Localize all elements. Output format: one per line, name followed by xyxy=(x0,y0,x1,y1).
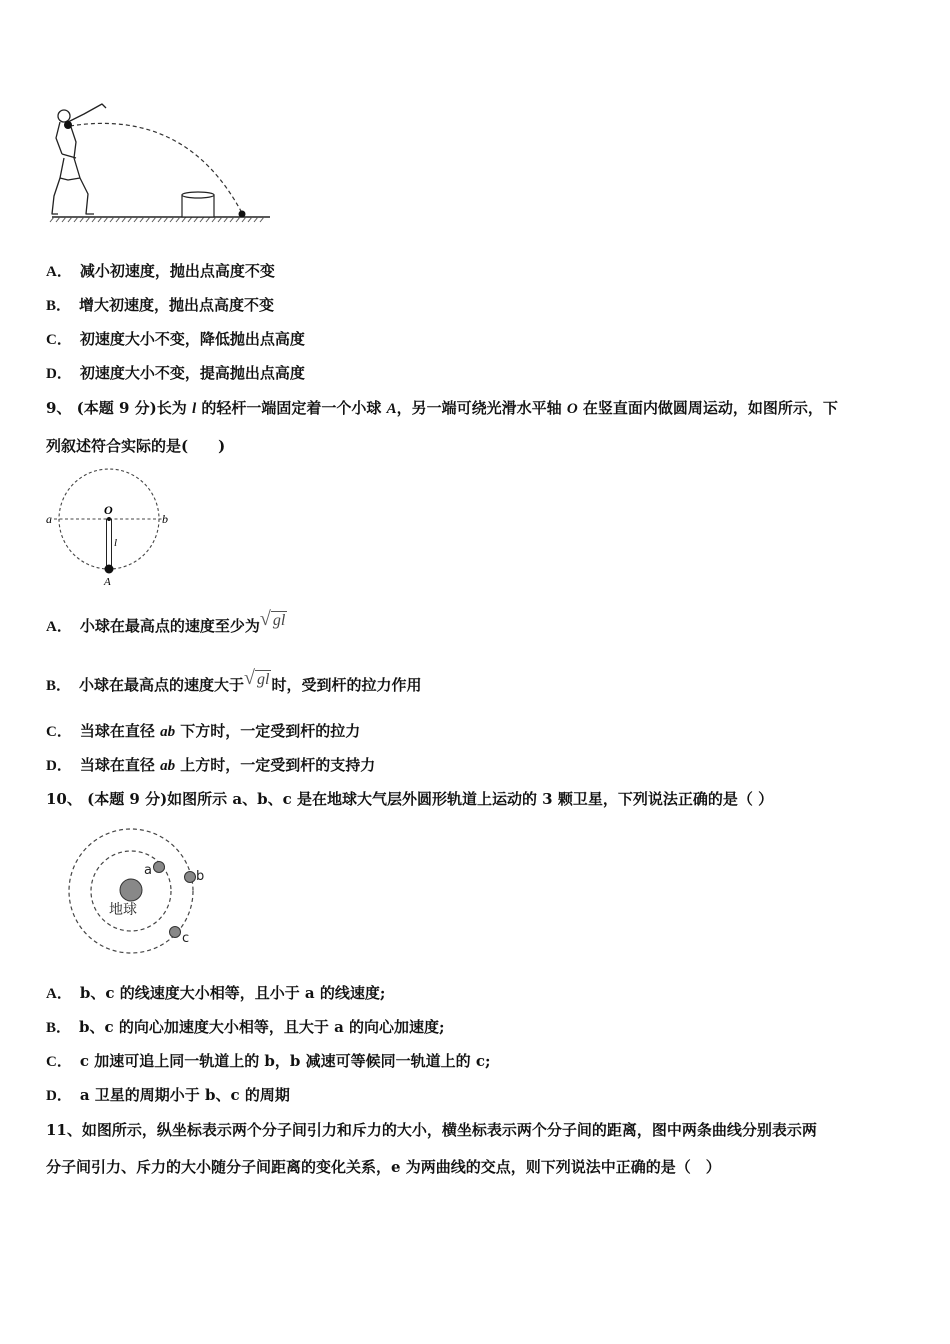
option-letter: A． xyxy=(46,264,72,280)
option-text: a 卫星的周期小于 b、c 的周期 xyxy=(79,1086,290,1104)
option-text: 小球在最高点的速度大于 xyxy=(79,676,245,694)
option-text: 减小初速度，抛出点高度不变 xyxy=(79,262,275,280)
sqrt-gl: √ gl xyxy=(244,667,270,689)
var-ab: ab xyxy=(160,758,176,774)
earth-label: 地球 xyxy=(109,902,137,918)
sqrt-gl: √ gl xyxy=(259,608,286,630)
option-text: 当球在直径 xyxy=(79,756,161,774)
option-letter: C． xyxy=(46,332,72,348)
option-letter: D． xyxy=(46,366,72,382)
option-letter: A． xyxy=(46,986,72,1002)
option-text: 时，受到杆的拉力作用 xyxy=(271,676,422,694)
q9-option-d xyxy=(46,754,375,775)
var-O: O xyxy=(566,401,578,417)
option-text: c 加速可追上同一轨道上的 b，b 减速可等候同一轨道上的 c; xyxy=(79,1052,491,1070)
q8-option-b xyxy=(46,294,274,315)
label-A: A xyxy=(104,576,111,588)
label-b: b xyxy=(162,512,168,526)
q10-option-c xyxy=(46,1050,491,1071)
q10-option-b xyxy=(46,1016,445,1037)
q8-option-d xyxy=(46,362,305,383)
option-text: 初速度大小不变，降低抛出点高度 xyxy=(79,330,305,348)
option-text: b、c 的向心加速度大小相等，且大于 a 的向心加速度; xyxy=(79,1018,445,1036)
q9-stem-text: 9、 (本题 9 分)长为 xyxy=(46,399,192,417)
option-letter: B． xyxy=(46,678,72,694)
q9-stem-line1 xyxy=(46,397,838,418)
label-a: a xyxy=(46,512,52,526)
label-l: l xyxy=(114,537,118,549)
q10-stem: 10、 (本题 9 分)如图所示 a、b、c 是在地球大气层外圆形轨道上运动的 3 颗卫星，下列说法正确的是（ ） xyxy=(46,790,774,808)
q9-option-b xyxy=(46,667,421,695)
q11-stem-line1: 11、如图所示，纵坐标表示两个分子间引力和斥力的大小，横坐标表示两个分子间的距离，图中两条曲线分别表示两 xyxy=(46,1121,817,1139)
option-letter: C． xyxy=(46,724,72,740)
option-text: 下方时，一定受到杆的拉力 xyxy=(175,722,361,740)
sqrt-radicand: gl xyxy=(257,671,270,688)
option-letter: D． xyxy=(46,758,72,774)
q11-stem-line2: 分子间引力、斥力的大小随分子间距离的变化关系，e 为两曲线的交点，则下列说法中正确的是（ ） xyxy=(46,1158,721,1176)
satellite-orbit-figure xyxy=(62,822,212,960)
sqrt-radicand: gl xyxy=(272,612,286,629)
label-O: O xyxy=(104,503,113,517)
rod-circle-figure xyxy=(44,464,174,588)
q9-stem-text: 在竖直面内做圆周运动，如图所示，下 xyxy=(577,399,838,417)
option-text: 增大初速度，抛出点高度不变 xyxy=(79,296,275,314)
label-sat-a: a xyxy=(144,863,152,878)
q10-option-a xyxy=(46,982,385,1003)
q9-stem-text: ，另一端可绕光滑水平轴 xyxy=(396,399,567,417)
q8-option-a xyxy=(46,260,275,281)
q8-option-c xyxy=(46,328,305,349)
option-text: 初速度大小不变，提高抛出点高度 xyxy=(79,364,305,382)
option-letter: B． xyxy=(46,1020,72,1036)
option-text: 上方时，一定受到杆的支持力 xyxy=(175,756,376,774)
label-sat-b: b xyxy=(196,869,205,884)
option-letter: B． xyxy=(46,298,72,314)
option-letter: C． xyxy=(46,1054,72,1070)
option-text: 当球在直径 xyxy=(79,722,161,740)
var-A: A xyxy=(386,401,397,417)
option-letter: A． xyxy=(46,619,72,635)
shot-put-figure xyxy=(46,98,276,226)
q9-stem-line2: 列叙述符合实际的是( ) xyxy=(46,437,226,455)
q10-option-d xyxy=(46,1084,290,1105)
option-text: b、c 的线速度大小相等，且小于 a 的线速度; xyxy=(79,984,386,1002)
q9-option-c xyxy=(46,720,360,741)
var-ab: ab xyxy=(160,724,176,740)
q9-stem-text: 的轻杆一端固定着一个小球 xyxy=(196,399,387,417)
var-l: l xyxy=(191,401,197,417)
q9-option-a xyxy=(46,608,287,636)
option-letter: D． xyxy=(46,1088,72,1104)
option-text: 小球在最高点的速度至少为 xyxy=(79,617,260,635)
label-sat-c: c xyxy=(182,931,190,946)
